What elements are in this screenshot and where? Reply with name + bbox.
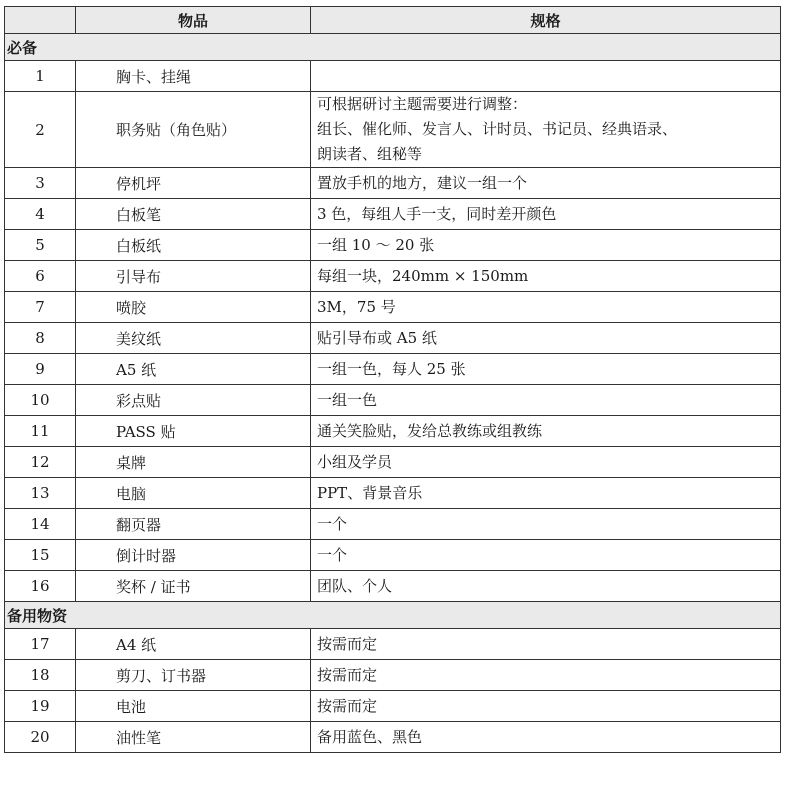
table-row bbox=[5, 691, 781, 722]
spec-line: 一组 10 ～ 20 张 bbox=[317, 235, 435, 254]
item-name: A4 纸 bbox=[76, 629, 311, 660]
table-row bbox=[5, 571, 781, 602]
row-number: 4 bbox=[5, 199, 76, 230]
table-row bbox=[5, 92, 781, 168]
item-spec bbox=[311, 61, 781, 92]
item-name: 胸卡、挂绳 bbox=[76, 61, 311, 92]
item-name: 引导布 bbox=[76, 261, 311, 292]
spec-line: 3 色，每组人手一支，同时差开颜色 bbox=[317, 204, 557, 223]
item-spec bbox=[311, 199, 781, 230]
row-number: 6 bbox=[5, 261, 76, 292]
item-spec bbox=[311, 478, 781, 509]
section-title: 备用物资 bbox=[5, 602, 781, 629]
spec-line: 贴引导布或 A5 纸 bbox=[317, 328, 437, 347]
row-number: 17 bbox=[5, 629, 76, 660]
item-name: 电脑 bbox=[76, 478, 311, 509]
row-number: 8 bbox=[5, 323, 76, 354]
row-number: 11 bbox=[5, 416, 76, 447]
table-row bbox=[5, 323, 781, 354]
spec-line: 一个 bbox=[317, 545, 348, 564]
item-spec bbox=[311, 168, 781, 199]
spec-line: 一组一色 bbox=[317, 390, 378, 409]
spec-line: 组长、催化师、发言人、计时员、书记员、经典语录、 bbox=[317, 120, 678, 138]
spec-line: 朗读者、组秘等 bbox=[317, 145, 423, 163]
item-spec bbox=[311, 323, 781, 354]
item-spec bbox=[311, 354, 781, 385]
row-number: 16 bbox=[5, 571, 76, 602]
spec-line: 备用蓝色、黑色 bbox=[317, 727, 423, 746]
spec-line: 每组一块，240mm × 150mm bbox=[317, 266, 529, 285]
spec-line: 一个 bbox=[317, 514, 348, 533]
spec-line: 按需而定 bbox=[317, 665, 378, 684]
row-number: 10 bbox=[5, 385, 76, 416]
table-row bbox=[5, 447, 781, 478]
table-row bbox=[5, 261, 781, 292]
row-number: 18 bbox=[5, 660, 76, 691]
item-spec bbox=[311, 416, 781, 447]
item-spec bbox=[311, 230, 781, 261]
row-number: 9 bbox=[5, 354, 76, 385]
item-name: 彩点贴 bbox=[76, 385, 311, 416]
table-row bbox=[5, 230, 781, 261]
spec-line: 一组一色，每人 25 张 bbox=[317, 359, 466, 378]
item-spec bbox=[311, 385, 781, 416]
spec-line: 按需而定 bbox=[317, 696, 378, 715]
spec-line: 置放手机的地方，建议一组一个 bbox=[317, 173, 528, 192]
row-number: 15 bbox=[5, 540, 76, 571]
table-row bbox=[5, 509, 781, 540]
spec-line: 3M，75 号 bbox=[317, 297, 396, 316]
row-number: 13 bbox=[5, 478, 76, 509]
item-name: 停机坪 bbox=[76, 168, 311, 199]
item-spec bbox=[311, 540, 781, 571]
row-number: 12 bbox=[5, 447, 76, 478]
item-name: 电池 bbox=[76, 691, 311, 722]
section-row bbox=[5, 602, 781, 629]
table-row bbox=[5, 660, 781, 691]
item-spec bbox=[311, 571, 781, 602]
table-row bbox=[5, 354, 781, 385]
item-name: 倒计时器 bbox=[76, 540, 311, 571]
item-name: A5 纸 bbox=[76, 354, 311, 385]
item-name: 油性笔 bbox=[76, 722, 311, 753]
row-number: 7 bbox=[5, 292, 76, 323]
item-spec bbox=[311, 292, 781, 323]
row-number: 3 bbox=[5, 168, 76, 199]
table-row bbox=[5, 168, 781, 199]
item-spec bbox=[311, 629, 781, 660]
table-row bbox=[5, 722, 781, 753]
spec-line: 按需而定 bbox=[317, 634, 378, 653]
spec-line: 团队、个人 bbox=[317, 576, 393, 595]
item-name: 剪刀、订书器 bbox=[76, 660, 311, 691]
spec-line: PPT、背景音乐 bbox=[317, 483, 423, 502]
row-number: 20 bbox=[5, 722, 76, 753]
item-spec bbox=[311, 447, 781, 478]
item-name: 翻页器 bbox=[76, 509, 311, 540]
item-name: 桌牌 bbox=[76, 447, 311, 478]
item-name: 白板笔 bbox=[76, 199, 311, 230]
item-name: 美纹纸 bbox=[76, 323, 311, 354]
section-title: 必备 bbox=[5, 34, 781, 61]
spec-line: 通关笑脸贴，发给总教练或组教练 bbox=[317, 421, 543, 440]
item-spec bbox=[311, 660, 781, 691]
header-spec: 规格 bbox=[311, 7, 781, 34]
item-spec bbox=[311, 691, 781, 722]
spec-line: 小组及学员 bbox=[317, 452, 393, 471]
item-spec bbox=[311, 509, 781, 540]
row-number: 14 bbox=[5, 509, 76, 540]
table-row bbox=[5, 61, 781, 92]
row-number: 2 bbox=[5, 92, 76, 168]
item-name: 职务贴（角色贴） bbox=[76, 92, 311, 168]
header-item: 物品 bbox=[76, 7, 311, 34]
item-spec bbox=[311, 92, 781, 168]
table-row bbox=[5, 629, 781, 660]
table-row bbox=[5, 416, 781, 447]
item-spec bbox=[311, 722, 781, 753]
table-row bbox=[5, 292, 781, 323]
item-spec bbox=[311, 261, 781, 292]
row-number: 5 bbox=[5, 230, 76, 261]
section-row bbox=[5, 34, 781, 61]
table-row bbox=[5, 385, 781, 416]
spec-line: 可根据研讨主题需要进行调整： bbox=[317, 95, 528, 113]
table-row bbox=[5, 478, 781, 509]
header-number bbox=[5, 7, 76, 34]
item-name: PASS 贴 bbox=[76, 416, 311, 447]
item-name: 喷胶 bbox=[76, 292, 311, 323]
item-name: 白板纸 bbox=[76, 230, 311, 261]
supplies-table bbox=[4, 6, 781, 753]
row-number: 1 bbox=[5, 61, 76, 92]
table-row bbox=[5, 199, 781, 230]
item-name: 奖杯 / 证书 bbox=[76, 571, 311, 602]
row-number: 19 bbox=[5, 691, 76, 722]
table-header-row bbox=[5, 7, 781, 34]
table-row bbox=[5, 540, 781, 571]
